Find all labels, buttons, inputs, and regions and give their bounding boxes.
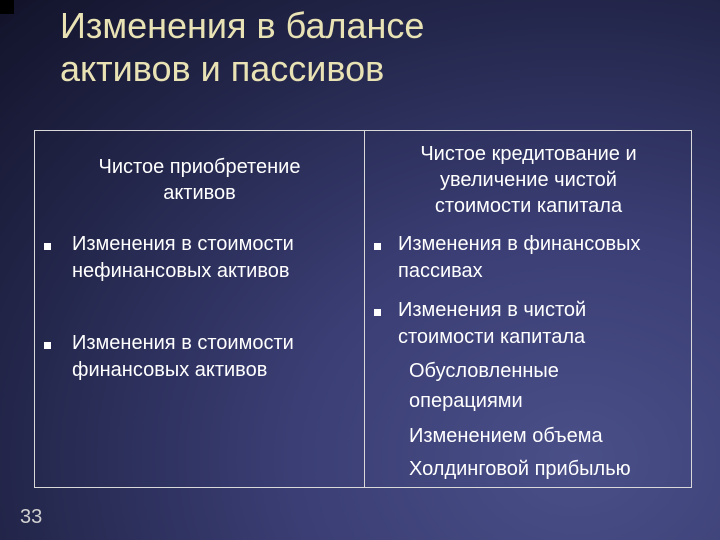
right-sub-item-1: Обусловленные <box>409 360 559 382</box>
slide-title-line-2: активов и пассивов <box>60 48 385 89</box>
slide-title <box>60 4 424 90</box>
left-bullet-1-line-1: Изменения в стоимости <box>72 233 294 255</box>
left-bullet-2-line-1: Изменения в стоимости <box>72 332 294 354</box>
corner-mark <box>0 0 14 14</box>
bullet-icon <box>44 243 51 250</box>
right-bullet-item-2 <box>398 297 586 351</box>
left-bullet-item-2 <box>72 330 294 384</box>
bullet-icon <box>374 309 381 316</box>
right-header-line-2: увеличение чистой <box>440 169 617 191</box>
right-sub-item-3: Изменением объема <box>409 425 603 447</box>
right-column-header <box>365 141 692 219</box>
right-bullet-2-line-1: Изменения в чистой <box>398 299 587 321</box>
right-bullet-item-1 <box>398 231 641 285</box>
right-header-line-3: стоимости капитала <box>434 195 623 217</box>
slide-number: 33 <box>20 506 43 528</box>
right-bullet-1-line-1: Изменения в финансовых <box>398 233 641 255</box>
right-sub-item-4: Холдинговой прибылью <box>409 458 631 480</box>
left-column-header <box>35 154 364 206</box>
left-bullet-item-1 <box>72 231 294 285</box>
right-bullet-2-line-2: стоимости капитала <box>398 326 586 348</box>
left-header-line-1: Чистое приобретение <box>98 156 301 178</box>
left-header-line-2: активов <box>163 182 236 204</box>
right-bullet-1-line-2: пассивах <box>398 260 483 282</box>
right-sub-item-2: операциями <box>409 390 523 412</box>
right-header-line-1: Чистое кредитование и <box>420 143 637 165</box>
bullet-icon <box>374 243 381 250</box>
bullet-icon <box>44 342 51 349</box>
left-bullet-2-line-2: финансовых активов <box>72 359 268 381</box>
slide-title-line-1: Изменения в балансе <box>60 5 425 46</box>
left-bullet-1-line-2: нефинансовых активов <box>72 260 290 282</box>
